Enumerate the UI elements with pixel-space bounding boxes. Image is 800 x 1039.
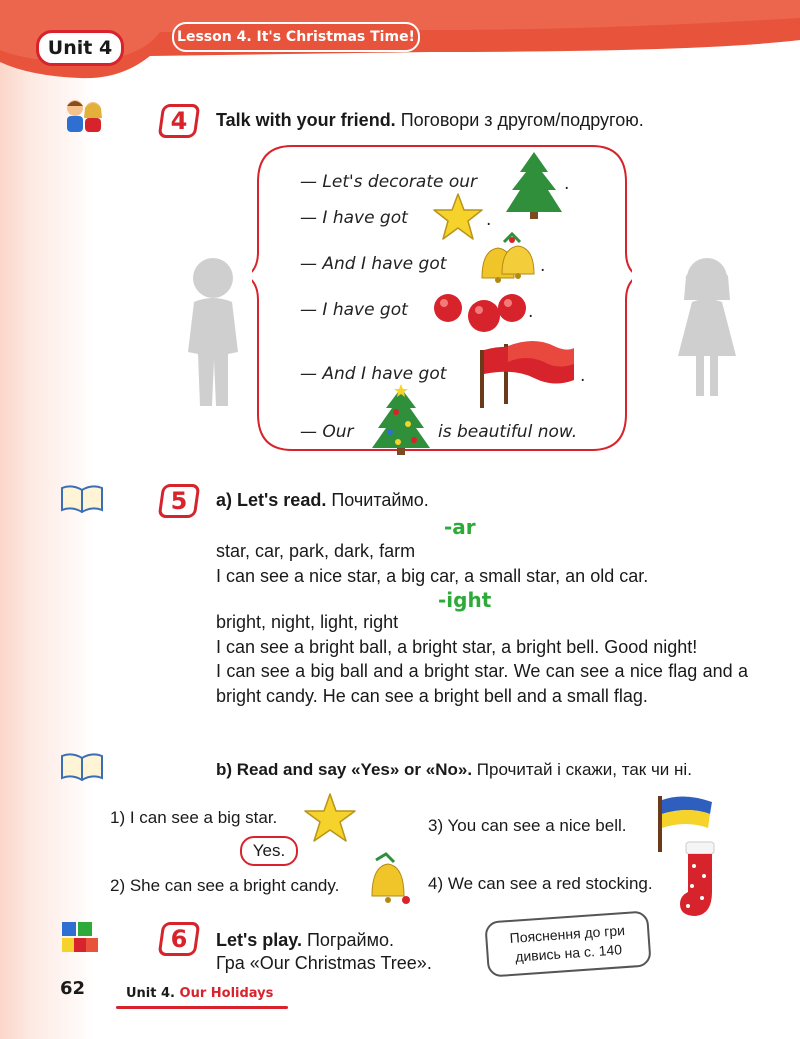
ight-paragraph: I can see a big ball and a bright star. We can see a nice flag and a bright candy. He can see a bright bell and a small flag. — [216, 661, 748, 706]
game-note-line-2: дивись на с. 140 — [514, 941, 623, 965]
exercise-6-heading: Let's play. Пограймо. — [216, 930, 394, 950]
dialog-dot-4: . — [528, 302, 534, 322]
exercise-5a-heading: a) Let's read. Почитаймо. — [216, 490, 429, 510]
decorated-tree-icon — [370, 384, 432, 456]
bell-icon — [366, 852, 412, 906]
ight-sentence: I can see a bright ball, a bright star, a bright bell. Good night! — [216, 637, 698, 657]
ar-sentence: I can see a nice star, a big car, a small star, an old car. — [216, 566, 649, 586]
dialog-dot-1: . — [564, 174, 570, 194]
stocking-icon — [676, 840, 724, 920]
book-icon — [60, 752, 104, 782]
dialog-line-6-end: is beautiful now. — [438, 422, 578, 442]
question-1: 1) I can see a big star. — [110, 808, 278, 827]
dialog-line-1: — Let's decorate our — [300, 172, 478, 192]
flags-icon — [474, 334, 580, 410]
lesson-title: Lesson 4. It's Christmas Time! — [172, 22, 420, 52]
footer-unit-subtitle: Our Holidays — [179, 986, 274, 1001]
boy-silhouette — [182, 256, 244, 412]
page-number: 62 — [60, 978, 86, 999]
book-icon — [60, 484, 104, 514]
bells-icon — [476, 230, 540, 286]
ending-ar: -ar — [444, 515, 476, 539]
dialog-line-3: — And I have got — [300, 254, 447, 274]
answer-bubble: Yes. — [240, 836, 298, 866]
dialog-dot-3: . — [540, 256, 546, 276]
game-note-line-1: Пояснення до гри — [509, 922, 626, 947]
exercise-4-heading: Talk with your friend. Поговори з другом/подругою. — [216, 110, 644, 130]
ight-words: bright, night, light, right — [216, 612, 399, 632]
footer-unit: Unit 4. — [126, 986, 175, 1001]
dialog-dot-5: . — [580, 366, 586, 386]
christmas-tree-icon — [504, 150, 564, 220]
ending-ight: -ight — [438, 588, 492, 612]
ar-words: star, car, park, dark, farm — [216, 541, 416, 561]
question-3: 3) You can see a nice bell. — [428, 816, 627, 835]
unit-badge: Unit 4 — [36, 30, 124, 66]
dialog-line-4: — I have got — [300, 300, 408, 320]
girl-silhouette — [676, 256, 738, 412]
star-icon — [302, 792, 358, 844]
exercise-5b-heading: b) Read and say «Yes» or «No». Прочитай і скажи, так чи ні. — [216, 760, 692, 779]
exercise-4-number: 4 — [160, 104, 198, 138]
dialog-line-6: — Our — [300, 422, 354, 442]
dialog-line-5: — And I have got — [300, 364, 447, 384]
exercise-6-subtitle: Гра «Our Christmas Tree». — [216, 953, 432, 973]
exercise-5-number: 5 — [160, 484, 198, 518]
question-4: 4) We can see a red stocking. — [428, 874, 653, 893]
dialog-line-2: — I have got — [300, 208, 408, 228]
game-note — [484, 910, 652, 977]
footer-unit-label — [116, 982, 288, 1008]
game-blocks-icon — [60, 920, 102, 956]
exercise-6-number: 6 — [160, 922, 198, 956]
kids-talking-icon — [62, 98, 106, 134]
balls-icon — [432, 286, 528, 336]
dialog-dot-2: . — [486, 210, 492, 230]
question-2: 2) She can see a bright candy. — [110, 876, 340, 895]
footer-underline — [116, 1006, 288, 1009]
